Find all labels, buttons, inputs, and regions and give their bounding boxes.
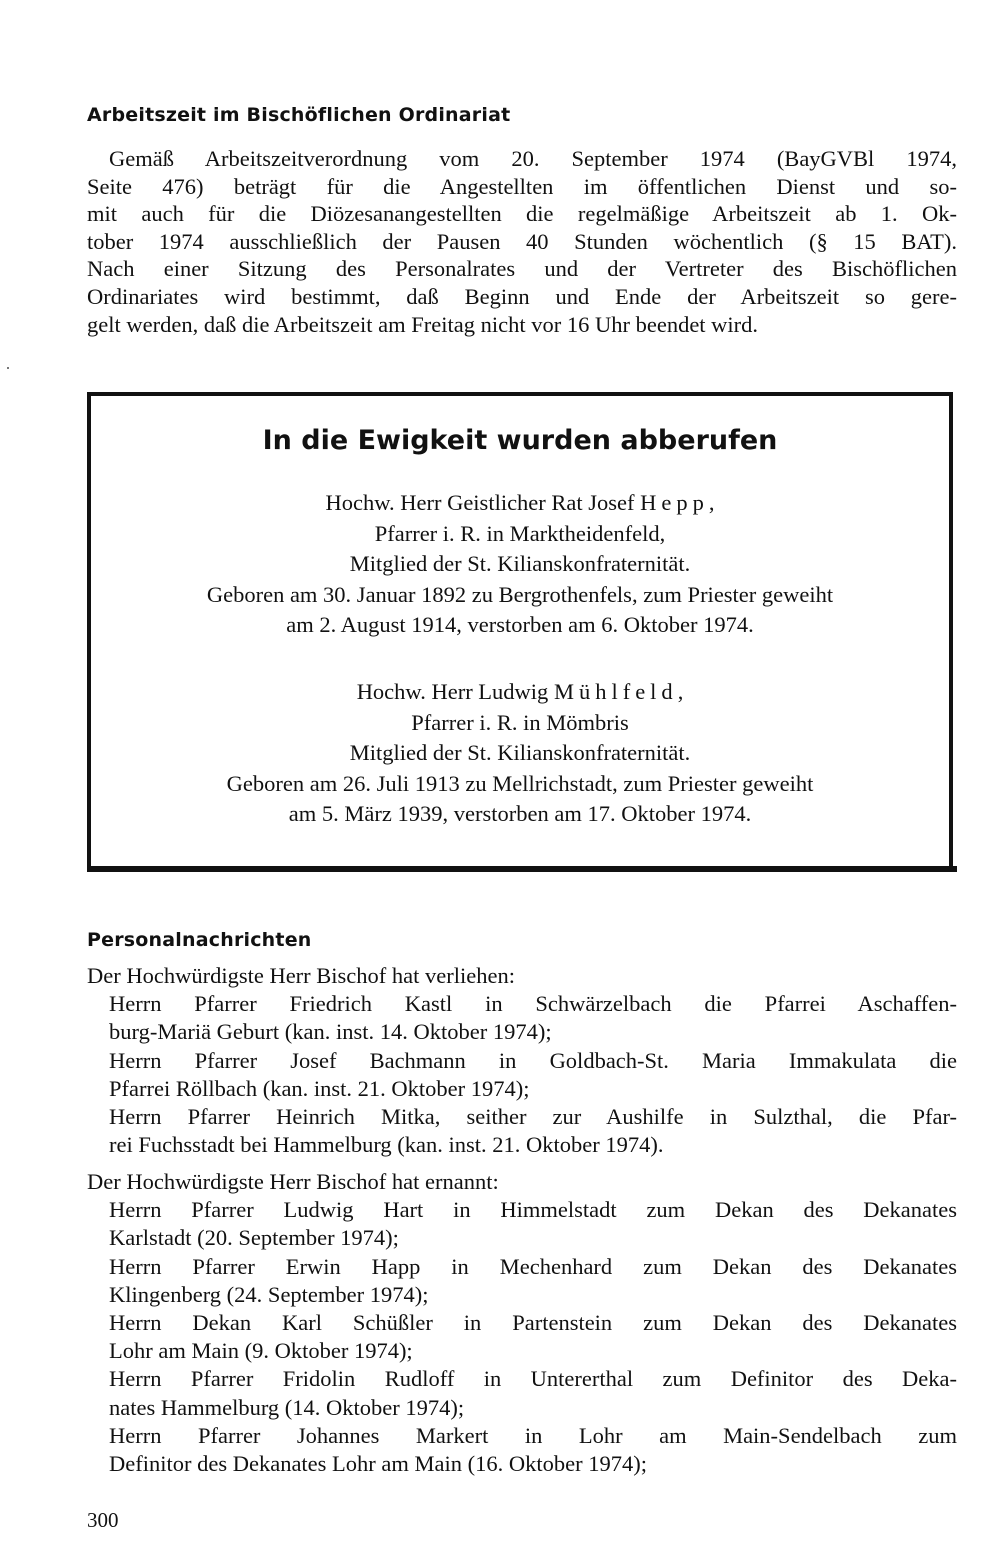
paragraph-line: tober 1974 ausschließlich der Pausen 40 Stunden wöchentlich (§ 15 BAT). (87, 228, 957, 254)
list-item-line: Herrn Pfarrer Friedrich Kastl in Schwärzelbach die Pfarrei Aschaffen- (109, 991, 957, 1017)
paragraph-line: Gemäß Arbeitszeitverordnung vom 20. September 1974 (BayGVBl 1974, (109, 146, 957, 171)
list-item-line: Karlstadt (20. September 1974); (109, 1225, 399, 1251)
obituary-title-text: Hochw. Herr Geistlicher Rat Josef (325, 490, 635, 515)
obituary-line: Pfarrer i. R. in Mömbris (411, 709, 629, 735)
obituary-line: Pfarrer i. R. in Marktheidenfeld, (374, 520, 666, 546)
list-item-line: Herrn Pfarrer Johannes Markert in Lohr am Main-Sendelbach zum (109, 1422, 957, 1448)
section-heading-arbeitszeit: Arbeitszeit im Bischöflichen Ordinariat (87, 104, 511, 126)
paragraph-line: Seite 476) beträgt für die Angestellten im öffentlichen Dienst und so- (87, 173, 957, 199)
obituary-title: In die Ewigkeit wurden abberufen (262, 425, 778, 456)
obituary-line: am 2. August 1914, verstorben am 6. Oktober 1974. (286, 612, 754, 637)
section-heading-personalnachrichten: Personalnachrichten (87, 929, 312, 951)
list-item-line: Herrn Pfarrer Erwin Happ in Mechenhard zum Dekan des Dekanates (109, 1253, 957, 1279)
list-item (109, 990, 957, 1046)
obituary-entry-muehlfeld (87, 677, 953, 830)
obituary-line: Geboren am 26. Juli 1913 zu Mellrichstadt, zum Priester geweiht (226, 770, 814, 796)
obituary-entry-hepp (87, 488, 953, 641)
list-item (109, 1253, 957, 1309)
list-item-line: Herrn Dekan Karl Schüßler in Partenstein zum Dekan des Dekanates (109, 1310, 957, 1336)
obituary-line: Geboren am 30. Januar 1892 zu Bergrothenfels, zum Priester geweiht (206, 581, 834, 607)
list-intro: Der Hochwürdigste Herr Bischof hat ernannt: (87, 1169, 499, 1194)
obituary-box-bottom-rule (87, 866, 957, 872)
list-item-line: Lohr am Main (9. Oktober 1974); (109, 1338, 413, 1364)
list-item-line: burg-Mariä Geburt (kan. inst. 14. Oktober 1974); (109, 1019, 552, 1045)
page-number: 300 (87, 1508, 119, 1532)
paragraph-line: Ordinariates wird bestimmt, daß Beginn und Ende der Arbeitszeit so gere- (87, 283, 957, 309)
list-item-line: Herrn Pfarrer Fridolin Rudloff in Untererthal zum Definitor des Deka- (109, 1366, 957, 1392)
list-item-line: Klingenberg (24. September 1974); (109, 1281, 429, 1307)
list-item-line: Herrn Pfarrer Josef Bachmann in Goldbach-St. Maria Immakulata die (109, 1047, 957, 1073)
list-item-line: nates Hammelburg (14. Oktober 1974); (109, 1394, 465, 1420)
verliehen-list (87, 962, 957, 1159)
list-item-line: Pfarrei Röllbach (kan. inst. 21. Oktober 1974); (109, 1075, 530, 1101)
obituary-line (87, 677, 953, 708)
obituary-line (87, 488, 953, 519)
ernannt-list (87, 1168, 957, 1478)
obituary-title-text: Hochw. Herr Ludwig (356, 679, 549, 704)
list-item (109, 1196, 957, 1252)
list-item (109, 1422, 957, 1478)
obituary-line: Mitglied der St. Kilianskonfraternität. (349, 551, 691, 576)
list-item (109, 1047, 957, 1103)
list-intro: Der Hochwürdigste Herr Bischof hat verliehen: (87, 963, 515, 988)
list-item (109, 1103, 957, 1159)
obituary-line: am 5. März 1939, verstorben am 17. Oktober 1974. (288, 801, 752, 826)
list-item-line: Definitor des Dekanates Lohr am Main (16. Oktober 1974); (109, 1451, 647, 1477)
scan-speck (7, 367, 9, 369)
paragraph-line: gelt werden, daß die Arbeitszeit am Freitag nicht vor 16 Uhr beendet wird. (87, 311, 759, 337)
list-item-line: Herrn Pfarrer Ludwig Hart in Himmelstadt zum Dekan des Dekanates (109, 1197, 957, 1223)
list-item (109, 1309, 957, 1365)
obituary-line: Mitglied der St. Kilianskonfraternität. (349, 740, 691, 765)
list-item (109, 1365, 957, 1421)
obituary-surname: Hepp (640, 490, 709, 515)
list-item-line: rei Fuchsstadt bei Hammelburg (kan. inst. 21. Oktober 1974). (109, 1132, 664, 1158)
list-item-line: Herrn Pfarrer Heinrich Mitka, seither zur Aushilfe in Sulzthal, die Pfar- (109, 1104, 957, 1130)
obituary-surname: Mühlfeld (553, 679, 678, 704)
obituary-comma: , (708, 490, 715, 515)
arbeitszeit-paragraph (87, 145, 957, 338)
paragraph-line: mit auch für die Diözesanangestellten die regelmäßige Arbeitszeit ab 1. Ok- (87, 201, 957, 227)
paragraph-line: Nach einer Sitzung des Personalrates und der Vertreter des Bischöflichen (87, 256, 957, 282)
obituary-comma: , (677, 679, 684, 704)
